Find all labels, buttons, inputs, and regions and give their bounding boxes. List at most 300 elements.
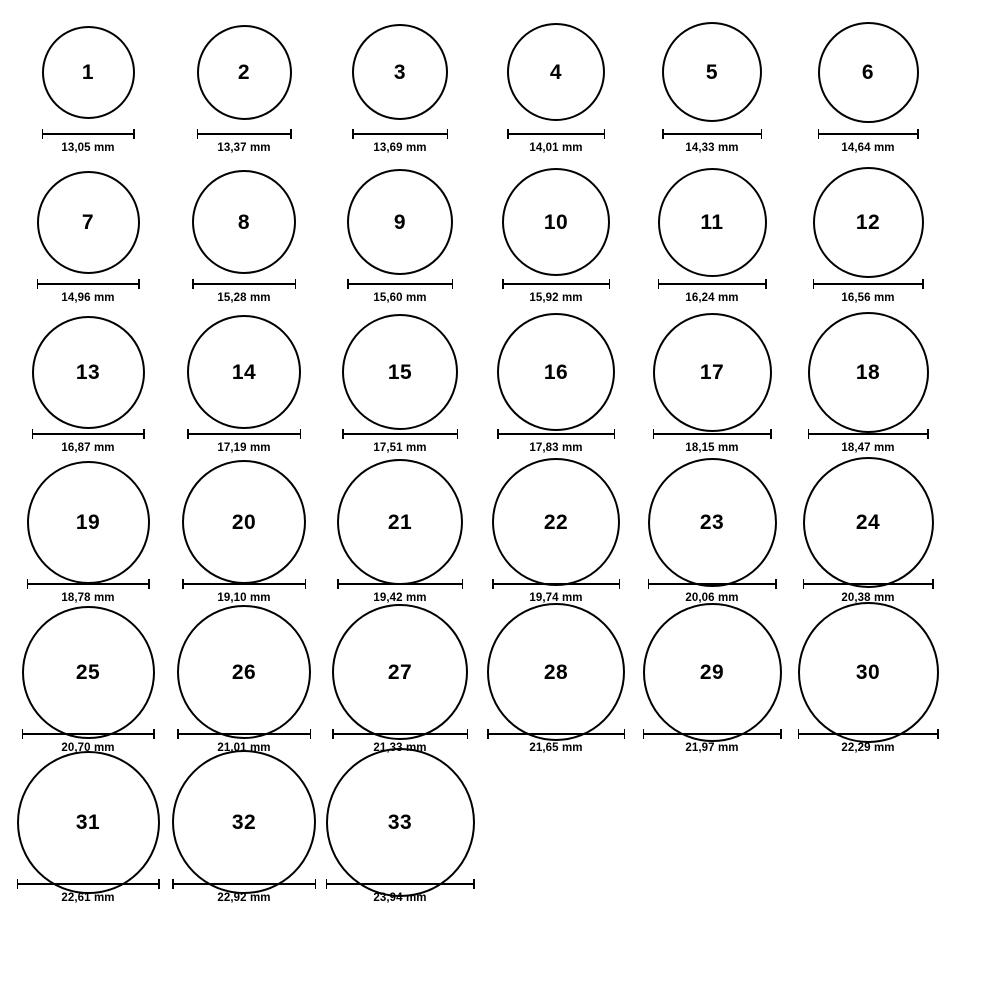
- chart-row: [10, 618, 990, 768]
- ruler-tick-left: [507, 129, 509, 139]
- ruler-tick-right: [614, 429, 616, 439]
- ring-circle-wrapper: [643, 618, 782, 726]
- diameter-label: 19,74 mm: [529, 592, 583, 604]
- ruler-tick-left: [182, 579, 184, 589]
- ring-circle-wrapper: [17, 768, 160, 876]
- ring-circle-icon: [352, 24, 448, 120]
- ring-circle-wrapper: [648, 468, 777, 576]
- ring-circle-wrapper: [818, 18, 919, 126]
- ruler-tick-right: [462, 579, 464, 589]
- ring-size-number: 28: [543, 660, 569, 684]
- ring-size-cell[interactable]: [478, 468, 634, 604]
- ruler-tick-right: [467, 729, 469, 739]
- ruler-bar: [808, 433, 929, 435]
- diameter-ruler: [332, 729, 468, 739]
- ring-circle-wrapper: [326, 768, 475, 876]
- ring-circle-wrapper: [22, 618, 155, 726]
- ring-circle-wrapper: [342, 318, 458, 426]
- diameter-ruler: [177, 729, 311, 739]
- ring-size-cell[interactable]: [166, 468, 322, 604]
- ring-circle-icon: [658, 168, 767, 277]
- ring-circle-icon: [17, 751, 160, 894]
- diameter-label: 17,83 mm: [529, 442, 583, 454]
- ruler-tick-left: [662, 129, 664, 139]
- ruler-bar: [42, 133, 135, 135]
- ruler-tick-left: [352, 129, 354, 139]
- ring-circle-icon: [27, 461, 150, 584]
- ring-circle-wrapper: [798, 618, 939, 726]
- ruler-bar: [347, 283, 453, 285]
- ring-circle-wrapper: [42, 18, 135, 126]
- ruler-tick-left: [332, 729, 334, 739]
- ruler-bar: [487, 733, 625, 735]
- diameter-ruler: [813, 279, 924, 289]
- ruler-tick-left: [27, 579, 29, 589]
- ring-size-cell[interactable]: [322, 468, 478, 604]
- ring-size-cell[interactable]: [634, 168, 790, 304]
- ruler-tick-left: [17, 879, 19, 889]
- ruler-tick-right: [143, 429, 145, 439]
- ruler-tick-left: [197, 129, 199, 139]
- ruler-bar: [813, 283, 924, 285]
- diameter-label: 19,42 mm: [373, 592, 427, 604]
- ruler-bar: [643, 733, 782, 735]
- ring-size-cell[interactable]: [478, 18, 634, 154]
- diameter-label: 18,47 mm: [841, 442, 895, 454]
- ruler-bar: [662, 133, 762, 135]
- ring-size-cell[interactable]: [10, 168, 166, 304]
- ring-size-cell[interactable]: [166, 168, 322, 304]
- ruler-bar: [22, 733, 155, 735]
- ring-circle-icon: [342, 314, 458, 430]
- ring-size-number: 17: [699, 360, 725, 384]
- ruler-tick-right: [917, 129, 919, 139]
- ring-circle-icon: [808, 312, 929, 433]
- diameter-ruler: [492, 579, 620, 589]
- ring-size-number: 4: [549, 60, 563, 84]
- diameter-ruler: [803, 579, 934, 589]
- ring-size-cell[interactable]: [790, 318, 946, 454]
- diameter-label: 14,33 mm: [685, 142, 739, 154]
- ruler-bar: [32, 433, 145, 435]
- ruler-bar: [653, 433, 772, 435]
- diameter-ruler: [337, 579, 463, 589]
- chart-row: [10, 168, 990, 318]
- ring-circle-wrapper: [197, 18, 292, 126]
- diameter-ruler: [342, 429, 458, 439]
- ring-circle-icon: [798, 602, 939, 743]
- diameter-ruler: [352, 129, 448, 139]
- ring-circle-icon: [803, 457, 934, 588]
- ring-size-number: 18: [855, 360, 881, 384]
- diameter-label: 20,70 mm: [61, 742, 115, 754]
- ruler-tick-left: [347, 279, 349, 289]
- diameter-ruler: [42, 129, 135, 139]
- ring-circle-icon: [653, 313, 772, 432]
- ring-size-cell[interactable]: [322, 18, 478, 154]
- ruler-tick-right: [457, 429, 459, 439]
- ring-size-number: 21: [387, 510, 413, 534]
- ruler-tick-right: [305, 579, 307, 589]
- ring-size-number: 13: [75, 360, 101, 384]
- ruler-tick-right: [770, 429, 772, 439]
- ring-size-cell[interactable]: [634, 618, 790, 754]
- diameter-ruler: [808, 429, 929, 439]
- ring-circle-wrapper: [37, 168, 140, 276]
- ring-circle-icon: [487, 603, 625, 741]
- ring-size-cell[interactable]: [166, 768, 322, 904]
- ruler-tick-right: [922, 279, 924, 289]
- diameter-label: 22,61 mm: [61, 892, 115, 904]
- ring-circle-wrapper: [813, 168, 924, 276]
- ruler-tick-left: [653, 429, 655, 439]
- diameter-ruler: [497, 429, 615, 439]
- ring-circle-icon: [187, 315, 301, 429]
- ruler-tick-right: [624, 729, 626, 739]
- diameter-ruler: [172, 879, 316, 889]
- ruler-tick-left: [492, 579, 494, 589]
- ruler-bar: [197, 133, 292, 135]
- diameter-ruler: [17, 879, 160, 889]
- chart-row: [10, 318, 990, 468]
- diameter-ruler: [658, 279, 767, 289]
- ruler-tick-left: [326, 879, 328, 889]
- ruler-tick-right: [447, 129, 449, 139]
- ring-circle-wrapper: [352, 18, 448, 126]
- ruler-tick-left: [798, 729, 800, 739]
- diameter-label: 21,01 mm: [217, 742, 271, 754]
- ring-size-cell[interactable]: [790, 18, 946, 154]
- ring-circle-wrapper: [187, 318, 301, 426]
- ruler-bar: [182, 583, 306, 585]
- ruler-bar: [502, 283, 610, 285]
- chart-row: [10, 468, 990, 618]
- diameter-label: 16,87 mm: [61, 442, 115, 454]
- diameter-label: 16,24 mm: [685, 292, 739, 304]
- diameter-ruler: [798, 729, 939, 739]
- ruler-bar: [27, 583, 150, 585]
- ring-circle-icon: [332, 604, 468, 740]
- ruler-tick-left: [813, 279, 815, 289]
- ruler-bar: [497, 433, 615, 435]
- ruler-bar: [507, 133, 605, 135]
- ring-size-number: 15: [387, 360, 413, 384]
- ring-size-number: 26: [231, 660, 257, 684]
- diameter-label: 16,56 mm: [841, 292, 895, 304]
- ruler-tick-right: [604, 129, 606, 139]
- ring-size-number: 25: [75, 660, 101, 684]
- ring-size-number: 31: [75, 810, 101, 834]
- ruler-bar: [798, 733, 939, 735]
- diameter-label: 22,92 mm: [217, 892, 271, 904]
- ring-circle-wrapper: [172, 768, 316, 876]
- ruler-tick-right: [927, 429, 929, 439]
- ruler-tick-left: [337, 579, 339, 589]
- ring-circle-icon: [22, 606, 155, 739]
- ring-circle-wrapper: [492, 468, 620, 576]
- ruler-tick-right: [937, 729, 939, 739]
- ruler-bar: [492, 583, 620, 585]
- diameter-label: 18,15 mm: [685, 442, 739, 454]
- ring-circle-wrapper: [658, 168, 767, 276]
- ruler-tick-left: [502, 279, 504, 289]
- ring-size-cell[interactable]: [478, 318, 634, 454]
- diameter-ruler: [662, 129, 762, 139]
- ruler-bar: [648, 583, 777, 585]
- ring-size-number: 12: [855, 210, 881, 234]
- ring-size-cell[interactable]: [10, 618, 166, 754]
- ruler-tick-left: [643, 729, 645, 739]
- ring-size-cell[interactable]: [10, 18, 166, 154]
- ring-size-number: 24: [855, 510, 881, 534]
- ring-circle-icon: [197, 25, 292, 120]
- diameter-label: 14,64 mm: [841, 142, 895, 154]
- diameter-label: 20,38 mm: [841, 592, 895, 604]
- diameter-label: 15,92 mm: [529, 292, 583, 304]
- ruler-bar: [658, 283, 767, 285]
- diameter-ruler: [187, 429, 301, 439]
- ring-size-cell[interactable]: [634, 318, 790, 454]
- diameter-ruler: [37, 279, 140, 289]
- ruler-tick-left: [172, 879, 174, 889]
- ring-size-number: 14: [231, 360, 257, 384]
- ring-size-cell[interactable]: [478, 168, 634, 304]
- ring-size-number: 29: [699, 660, 725, 684]
- ruler-tick-right: [315, 879, 317, 889]
- ring-circle-icon: [648, 458, 777, 587]
- diameter-label: 13,69 mm: [373, 142, 427, 154]
- diameter-label: 21,97 mm: [685, 742, 739, 754]
- ring-circle-icon: [42, 26, 135, 119]
- diameter-ruler: [818, 129, 919, 139]
- ruler-tick-right: [310, 729, 312, 739]
- ruler-tick-right: [765, 279, 767, 289]
- ruler-tick-left: [22, 729, 24, 739]
- ring-size-cell[interactable]: [790, 468, 946, 604]
- ring-size-number: 1: [81, 60, 95, 84]
- ring-circle-icon: [813, 167, 924, 278]
- ring-size-number: 8: [237, 210, 251, 234]
- ring-size-number: 22: [543, 510, 569, 534]
- diameter-ruler: [643, 729, 782, 739]
- ruler-tick-right: [158, 879, 160, 889]
- ruler-bar: [17, 883, 160, 885]
- diameter-label: 13,37 mm: [217, 142, 271, 154]
- ring-circle-icon: [337, 459, 463, 585]
- ruler-tick-left: [648, 579, 650, 589]
- ruler-tick-left: [32, 429, 34, 439]
- ring-circle-icon: [177, 605, 311, 739]
- ring-size-cell[interactable]: [790, 618, 946, 754]
- ring-circle-wrapper: [502, 168, 610, 276]
- ring-circle-wrapper: [27, 468, 150, 576]
- ring-size-number: 19: [75, 510, 101, 534]
- diameter-ruler: [182, 579, 306, 589]
- diameter-label: 20,06 mm: [685, 592, 739, 604]
- ring-circle-wrapper: [32, 318, 145, 426]
- ruler-bar: [172, 883, 316, 885]
- ruler-tick-right: [780, 729, 782, 739]
- diameter-label: 23,94 mm: [373, 892, 427, 904]
- ruler-tick-right: [452, 279, 454, 289]
- ruler-bar: [332, 733, 468, 735]
- diameter-label: 21,65 mm: [529, 742, 583, 754]
- ruler-tick-left: [342, 429, 344, 439]
- diameter-ruler: [32, 429, 145, 439]
- ring-circle-icon: [507, 23, 605, 121]
- ruler-bar: [187, 433, 301, 435]
- diameter-ruler: [487, 729, 625, 739]
- ring-size-number: 9: [393, 210, 407, 234]
- ruler-tick-left: [497, 429, 499, 439]
- ring-size-cell[interactable]: [10, 318, 166, 454]
- ruler-tick-right: [473, 879, 475, 889]
- ruler-bar: [192, 283, 296, 285]
- ring-size-cell[interactable]: [322, 618, 478, 754]
- ring-circle-wrapper: [182, 468, 306, 576]
- ring-size-number: 11: [700, 210, 724, 234]
- ring-size-number: 20: [231, 510, 257, 534]
- ring-size-number: 33: [387, 810, 413, 834]
- ring-circle-wrapper: [803, 468, 934, 576]
- diameter-label: 15,28 mm: [217, 292, 271, 304]
- ring-circle-wrapper: [332, 618, 468, 726]
- ruler-tick-left: [42, 129, 44, 139]
- ring-circle-wrapper: [192, 168, 296, 276]
- ruler-tick-right: [300, 429, 302, 439]
- ring-size-cell[interactable]: [10, 468, 166, 604]
- ring-circle-wrapper: [487, 618, 625, 726]
- ruler-tick-left: [487, 729, 489, 739]
- ring-circle-wrapper: [177, 618, 311, 726]
- ring-circle-wrapper: [347, 168, 453, 276]
- ruler-bar: [337, 583, 463, 585]
- ruler-tick-right: [148, 579, 150, 589]
- diameter-ruler: [192, 279, 296, 289]
- ruler-tick-right: [138, 279, 140, 289]
- ring-circle-icon: [818, 22, 919, 123]
- diameter-label: 14,01 mm: [529, 142, 583, 154]
- ruler-bar: [326, 883, 475, 885]
- ring-size-number: 7: [81, 210, 95, 234]
- ring-size-cell[interactable]: [634, 18, 790, 154]
- diameter-label: 21,33 mm: [373, 742, 427, 754]
- ring-circle-icon: [172, 750, 316, 894]
- ring-circle-icon: [326, 748, 475, 897]
- ruler-tick-right: [295, 279, 297, 289]
- ring-circle-icon: [492, 458, 620, 586]
- ruler-tick-left: [658, 279, 660, 289]
- ring-circle-icon: [662, 22, 762, 122]
- ring-size-cell[interactable]: [10, 768, 166, 904]
- ring-size-number: 30: [855, 660, 881, 684]
- ring-size-cell[interactable]: [322, 768, 478, 904]
- ruler-bar: [352, 133, 448, 135]
- ring-size-cell[interactable]: [322, 318, 478, 454]
- ruler-bar: [818, 133, 919, 135]
- diameter-ruler: [648, 579, 777, 589]
- diameter-label: 19,10 mm: [217, 592, 271, 604]
- ring-circle-wrapper: [808, 318, 929, 426]
- diameter-ruler: [22, 729, 155, 739]
- ruler-tick-left: [37, 279, 39, 289]
- ring-size-number: 5: [705, 60, 719, 84]
- ring-size-cell[interactable]: [634, 468, 790, 604]
- ring-circle-icon: [347, 169, 453, 275]
- diameter-label: 22,29 mm: [841, 742, 895, 754]
- diameter-ruler: [197, 129, 292, 139]
- ruler-tick-right: [290, 129, 292, 139]
- diameter-ruler: [326, 879, 475, 889]
- ruler-tick-right: [609, 279, 611, 289]
- ring-size-number: 32: [231, 810, 257, 834]
- ruler-tick-left: [803, 579, 805, 589]
- diameter-ruler: [27, 579, 150, 589]
- ruler-tick-left: [177, 729, 179, 739]
- ruler-tick-left: [187, 429, 189, 439]
- diameter-label: 15,60 mm: [373, 292, 427, 304]
- diameter-ruler: [502, 279, 610, 289]
- ring-circle-icon: [497, 313, 615, 431]
- ring-size-cell[interactable]: [166, 318, 322, 454]
- ruler-tick-right: [761, 129, 763, 139]
- diameter-label: 18,78 mm: [61, 592, 115, 604]
- ring-size-cell[interactable]: [322, 168, 478, 304]
- ruler-bar: [177, 733, 311, 735]
- ruler-tick-left: [192, 279, 194, 289]
- diameter-ruler: [653, 429, 772, 439]
- ruler-tick-right: [153, 729, 155, 739]
- ruler-tick-right: [775, 579, 777, 589]
- chart-row: [10, 18, 990, 168]
- ring-circle-icon: [37, 171, 140, 274]
- ring-circle-wrapper: [497, 318, 615, 426]
- ring-size-cell[interactable]: [478, 618, 634, 754]
- ring-size-cell[interactable]: [790, 168, 946, 304]
- ring-size-number: 3: [393, 60, 407, 84]
- ring-circle-wrapper: [337, 468, 463, 576]
- ring-circle-icon: [32, 316, 145, 429]
- ruler-tick-right: [133, 129, 135, 139]
- ring-circle-icon: [502, 168, 610, 276]
- ring-circle-icon: [192, 170, 296, 274]
- ring-size-cell[interactable]: [166, 18, 322, 154]
- ring-size-number: 27: [387, 660, 413, 684]
- diameter-ruler: [507, 129, 605, 139]
- ruler-tick-left: [818, 129, 820, 139]
- ruler-tick-right: [619, 579, 621, 589]
- ring-size-number: 6: [861, 60, 875, 84]
- diameter-ruler: [347, 279, 453, 289]
- diameter-label: 17,51 mm: [373, 442, 427, 454]
- ring-circle-wrapper: [653, 318, 772, 426]
- ruler-tick-left: [808, 429, 810, 439]
- ring-size-number: 10: [543, 210, 569, 234]
- ruler-bar: [803, 583, 934, 585]
- diameter-label: 17,19 mm: [217, 442, 271, 454]
- ruler-tick-right: [932, 579, 934, 589]
- ring-size-number: 23: [699, 510, 725, 534]
- ring-circle-icon: [182, 460, 306, 584]
- ruler-bar: [37, 283, 140, 285]
- ruler-bar: [342, 433, 458, 435]
- ring-size-cell[interactable]: [166, 618, 322, 754]
- diameter-label: 13,05 mm: [61, 142, 115, 154]
- diameter-label: 14,96 mm: [61, 292, 115, 304]
- ring-circle-icon: [643, 603, 782, 742]
- ring-size-number: 2: [237, 60, 251, 84]
- ring-size-number: 16: [543, 360, 569, 384]
